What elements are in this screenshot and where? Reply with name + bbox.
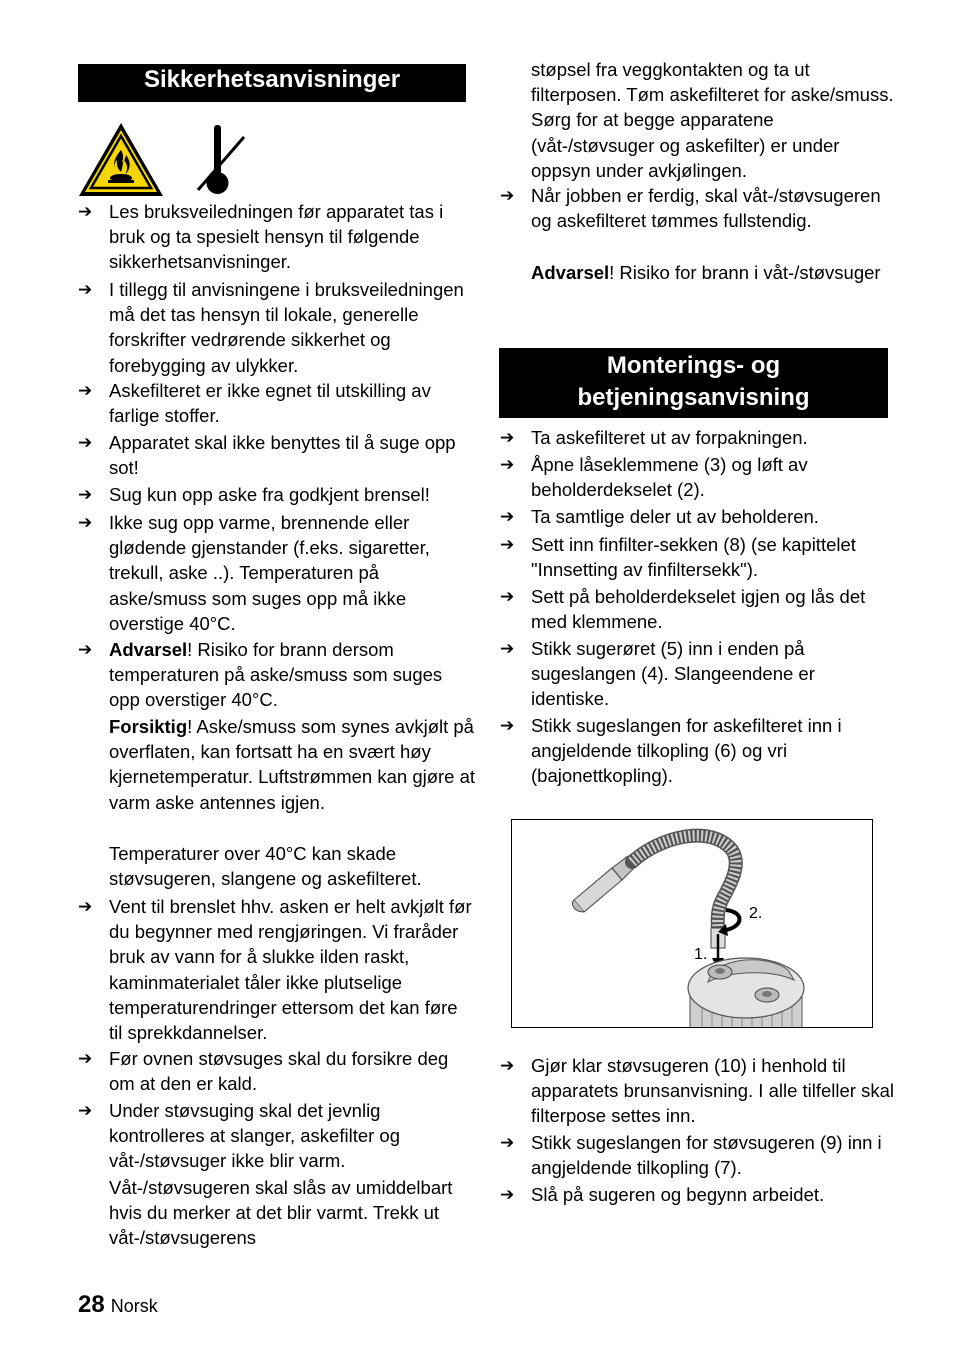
list-item-text	[78, 199, 476, 275]
list-item-text	[109, 714, 476, 815]
list-item-text	[78, 637, 476, 713]
item-text: Ta askefilteret ut av forpakningen.	[531, 427, 808, 448]
item-text: Åpne låseklemmene (3) og løft av beholderdekselet (2).	[531, 454, 808, 501]
item-text: Stikk sugeslangen for støvsugeren (9) inn i angjeldende tilkopling (7).	[531, 1132, 882, 1179]
item-text: Apparatet skal ikke benyttes til å suge opp sot!	[109, 432, 456, 479]
arrow-bullet-icon: ➔	[78, 640, 93, 659]
list-item-text	[78, 277, 476, 378]
hose-connection-figure	[511, 819, 873, 1028]
list-item-note	[78, 714, 476, 815]
item-text: Sug kun opp aske fra godkjent brensel!	[109, 484, 430, 505]
list-item	[500, 584, 896, 634]
list-item-text	[500, 713, 896, 789]
list-item-text	[500, 584, 896, 634]
section-heading-assembly	[499, 348, 888, 418]
list-item-text	[500, 183, 900, 233]
list-item-text	[500, 452, 896, 502]
list-item-text	[109, 1175, 476, 1251]
bold-label: Forsiktig	[109, 716, 188, 737]
list-item	[500, 1182, 896, 1207]
ash-container-icon	[688, 958, 804, 1028]
item-text: ! Risiko for brann i våt-/støvsuger	[609, 262, 881, 283]
arrow-bullet-icon: ➔	[500, 428, 515, 447]
item-text: Slå på sugeren og begynn arbeidet.	[531, 1184, 825, 1205]
item-text: Under støvsuging skal det jevnlig kontrolleres at slanger, askefilter og våt-/støvsuger ikke blir varm.	[109, 1100, 401, 1172]
temperature-icon	[198, 125, 244, 194]
arrow-bullet-icon: ➔	[500, 535, 515, 554]
arrow-bullet-icon: ➔	[500, 186, 515, 205]
warning-icons	[78, 120, 258, 200]
item-text: Askefilteret er ikke egnet til utskilling av farlige stoffer.	[109, 380, 431, 427]
arrow-bullet-icon: ➔	[78, 1101, 93, 1120]
item-text: Stikk sugeslangen for askefilteret inn i angjeldende tilkopling (6) og vri (bajonettkopling).	[531, 715, 842, 787]
list-item	[78, 894, 476, 1045]
list-item	[500, 636, 896, 712]
arrow-bullet-icon: ➔	[78, 202, 93, 221]
list-item	[500, 532, 896, 582]
list-item-note	[78, 1175, 476, 1251]
item-text: Sett inn finfilter-sekken (8) (se kapittelet "Innsetting av finfiltersekk").	[531, 534, 856, 581]
list-item-text	[78, 378, 476, 428]
item-text: Før ovnen støvsuges skal du forsikre deg om at den er kald.	[109, 1048, 449, 1095]
arrow-bullet-icon: ➔	[500, 1185, 515, 1204]
arrow-bullet-icon: ➔	[500, 639, 515, 658]
section-heading-safety: Sikkerhetsanvisninger	[78, 64, 466, 102]
list-item-text	[500, 504, 896, 529]
arrow-bullet-icon: ➔	[500, 507, 515, 526]
page-number: 28	[78, 1291, 105, 1318]
heading-line-1: Monterings- og	[606, 352, 781, 379]
arrow-bullet-icon: ➔	[78, 485, 93, 504]
list-item	[78, 482, 476, 507]
item-text: ! Risiko for brann dersom temperaturen på aske/smuss som suges opp overstiger 40°C.	[109, 639, 443, 711]
footer-language: Norsk	[110, 1296, 158, 1316]
item-text: Gjør klar støvsugeren (10) i henhold til apparatets brunsanvisning. I alle tilfeller skal filterpose settes inn.	[531, 1055, 894, 1127]
list-item-text	[531, 57, 900, 183]
list-item	[500, 504, 896, 529]
list-item-text	[78, 510, 476, 636]
list-item-text	[500, 425, 896, 450]
bold-label: Advarsel	[109, 639, 188, 660]
list-item-text	[78, 430, 476, 480]
list-item-text	[78, 894, 476, 1045]
list-item-note	[500, 57, 900, 183]
arrow-bullet-icon: ➔	[500, 455, 515, 474]
item-text: Ta samtlige deler ut av beholderen.	[531, 506, 819, 527]
arrow-bullet-icon: ➔	[78, 897, 93, 916]
list-item	[500, 452, 896, 502]
list-item	[78, 378, 476, 428]
arrow-bullet-icon: ➔	[78, 1049, 93, 1068]
item-text: ! Aske/smuss som synes avkjølt på overflaten, kan fortsatt ha en svært høy kjernetemperatur. Luftstrømmen kan gjøre at varm aske antennes igjen.	[109, 716, 476, 813]
list-item-note	[500, 260, 900, 285]
figure-label-1: 1.	[694, 946, 708, 963]
item-text: I tillegg til anvisningene i bruksveiledningen må det tas hensyn til lokale, generelle forskrifter vedrørende sikkerhet og forebygging av ulykker.	[109, 279, 464, 376]
page-footer	[78, 1291, 158, 1319]
list-item	[500, 425, 896, 450]
list-item	[500, 183, 900, 233]
list-item-text	[500, 1130, 896, 1180]
list-item-text	[78, 1098, 476, 1174]
list-item	[500, 713, 896, 789]
heading-line-2: betjeningsanvisning	[577, 384, 810, 411]
list-item	[78, 510, 476, 636]
list-item	[78, 637, 476, 713]
list-item-text	[500, 1182, 896, 1207]
arrow-bullet-icon: ➔	[78, 381, 93, 400]
list-item-text	[531, 260, 900, 285]
arrow-bullet-icon: ➔	[78, 433, 93, 452]
item-text: Stikk sugerøret (5) inn i enden på sugeslangen (4). Slangeendene er identiske.	[531, 638, 815, 710]
figure-label-2: 2.	[749, 905, 763, 922]
item-text: Vent til brenslet hhv. asken er helt avkjølt før du begynner med rengjøringen. Vi fraråder bruk av vann for å slukke ilden raskt, kaminmaterialet tåler ikke plutselige temperaturendringer ettersom det kan føre til sprekkdannelser.	[109, 896, 472, 1044]
item-text: Når jobben er ferdig, skal våt-/støvsugeren og askefilteret tømmes fullstendig.	[531, 185, 881, 232]
list-item-text	[500, 1053, 896, 1129]
list-item	[500, 1130, 896, 1180]
hose-icon	[632, 836, 736, 932]
list-item	[78, 1098, 476, 1174]
item-text: Temperaturer over 40°C kan skade støvsugeren, slangene og askefilteret.	[109, 843, 422, 890]
item-text: Våt-/støvsugeren skal slås av umiddelbart hvis du merker at det blir varmt. Trekk ut våt-/støvsugerens	[109, 1177, 453, 1249]
list-item-note	[78, 841, 476, 891]
arrow-bullet-icon: ➔	[500, 1133, 515, 1152]
arrow-bullet-icon: ➔	[500, 1056, 515, 1075]
item-text: Les bruksveiledningen før apparatet tas i bruk og ta spesielt hensyn til følgende sikkerhetsanvisninger.	[109, 201, 444, 273]
list-item	[500, 1053, 896, 1129]
arrow-bullet-icon: ➔	[500, 587, 515, 606]
item-text: Ikke sug opp varme, brennende eller glødende gjenstander (f.eks. sigaretter, trekull, aske ..). Temperaturen på aske/smuss som suges opp må ikke overstige 40°C.	[109, 512, 430, 634]
list-item	[78, 277, 476, 378]
list-item-text	[500, 532, 896, 582]
fire-warning-icon	[79, 123, 163, 196]
bold-label: Advarsel	[531, 262, 610, 283]
list-item	[78, 1046, 476, 1096]
list-item-text	[78, 1046, 476, 1096]
arrow-bullet-icon: ➔	[78, 280, 93, 299]
item-text: Sett på beholderdekselet igjen og lås det med klemmene.	[531, 586, 866, 633]
list-item	[78, 430, 476, 480]
list-item-text	[109, 841, 476, 891]
list-item-text	[78, 482, 476, 507]
arrow-bullet-icon: ➔	[78, 513, 93, 532]
list-item	[78, 199, 476, 275]
item-text: støpsel fra veggkontakten og ta ut filterposen. Tøm askefilteret for aske/smuss. Sørg for at begge apparatene (våt-/støvsuger og askefilter) er under oppsyn under avkjølingen.	[531, 59, 894, 181]
arrow-bullet-icon: ➔	[500, 716, 515, 735]
list-item-text	[500, 636, 896, 712]
